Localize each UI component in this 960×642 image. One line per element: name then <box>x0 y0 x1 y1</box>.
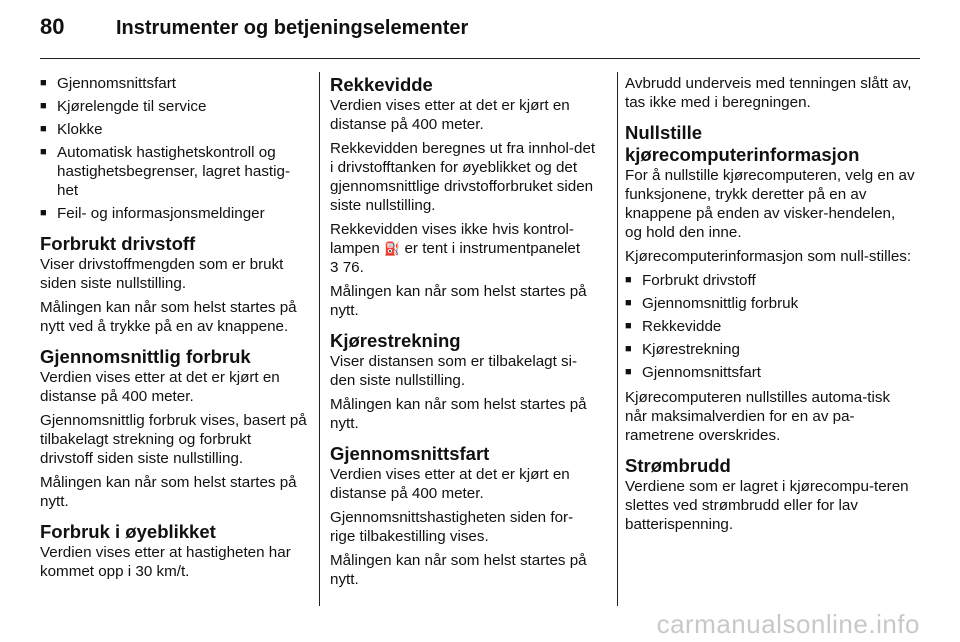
watermark: carmanualsonline.info <box>656 609 920 639</box>
bullet-icon: ■ <box>625 366 632 378</box>
fuel-warning-lamp-icon: ⛽ <box>384 241 401 256</box>
list-item: ■ Kjørelengde til service <box>40 98 207 115</box>
section-heading: Rekkevidde <box>330 74 433 95</box>
column-1 <box>40 74 308 586</box>
column-2 <box>330 74 598 594</box>
paragraph: Verdien vises etter at det er kjørt en distanse på 400 meter. <box>40 369 280 405</box>
paragraph: Kjørecomputerinformasjon som null-stilles: <box>625 248 912 265</box>
header-rule <box>40 58 920 59</box>
bullet-icon: ■ <box>625 274 632 286</box>
bullet-icon: ■ <box>40 100 47 112</box>
section-heading: Strømbrudd <box>625 455 731 476</box>
page-reference-icon: 3 <box>330 259 339 276</box>
paragraph: Viser distansen som er tilbakelagt si-den siste nullstilling. <box>330 353 578 389</box>
list-item: ■ Kjørestrekning <box>625 341 740 358</box>
bullet-icon: ■ <box>625 297 632 309</box>
paragraph: Avbrudd underveis med tenningen slått av, tas ikke med i beregningen. <box>625 75 912 111</box>
page-header <box>40 14 920 48</box>
paragraph: Rekkevidden beregnes ut fra innhol-det i drivstofftanken for øyeblikket og det gjennomsnittlige drivstofforbruket siden siste nullstilling. <box>330 140 596 214</box>
bullet-icon: ■ <box>40 146 47 158</box>
paragraph: Viser drivstoffmengden som er brukt siden siste nullstilling. <box>40 256 284 292</box>
column-divider-2 <box>617 72 618 606</box>
list-item: ■ Feil- og informasjonsmeldinger <box>40 205 265 222</box>
paragraph: Verdien vises etter at hastigheten har kommet opp i 30 km/t. <box>40 544 291 580</box>
paragraph: Kjørecomputeren nullstilles automa-tisk når maksimalverdien for en av pa-rametrene overskrides. <box>625 389 891 444</box>
paragraph: Målingen kan når som helst startes på nytt. <box>330 396 587 432</box>
list-item: ■ Forbrukt drivstoff <box>625 272 756 289</box>
paragraph: Verdiene som er lagret i kjørecompu-teren slettes ved strømbrudd eller for lav batterispenning. <box>625 478 909 533</box>
bullet-icon: ■ <box>40 207 47 219</box>
list-item: ■ Gjennomsnittsfart <box>625 364 762 381</box>
bullet-icon: ■ <box>625 320 632 332</box>
list-item: ■ Rekkevidde <box>625 318 722 335</box>
paragraph: Målingen kan når som helst startes på nytt ved å trykke på en av knappene. <box>40 299 297 335</box>
paragraph: Målingen kan når som helst startes på nytt. <box>330 283 587 319</box>
list-item: ■ Automatisk hastighetskontroll og hastighetsbegrenser, lagret hastig-het <box>40 144 291 199</box>
section-heading: Kjørestrekning <box>330 330 461 351</box>
paragraph: Målingen kan når som helst startes på nytt. <box>40 474 297 510</box>
paragraph: Målingen kan når som helst startes på nytt. <box>330 552 587 588</box>
section-heading: Nullstille kjørecomputerinformasjon <box>625 122 860 165</box>
bullet-icon: ■ <box>625 343 632 355</box>
list-item: ■ Gjennomsnittsfart <box>40 75 177 92</box>
column-divider-1 <box>319 72 320 606</box>
list-item: ■ Klokke <box>40 121 103 138</box>
reset-list <box>625 271 915 382</box>
paragraph: Rekkevidden vises ikke hvis kontrol-lampen ⛽ er tent i instrumentpanelet 3 76. <box>330 221 581 276</box>
section-heading: Gjennomsnittsfart <box>330 443 490 464</box>
paragraph: For å nullstille kjørecomputeren, velg en av funksjonene, trykk deretter på en av knappene på enden av visker-hendelen, og hold den inne. <box>625 167 915 241</box>
paragraph: Gjennomsnittshastigheten siden for-rige tilbakestilling vises. <box>330 509 574 545</box>
section-heading: Forbrukt drivstoff <box>40 233 196 254</box>
section-heading: Gjennomsnittlig forbruk <box>40 346 251 367</box>
page-reference: 76. <box>342 259 364 276</box>
feature-list <box>40 74 308 223</box>
section-heading: Forbruk i øyeblikket <box>40 521 216 542</box>
page-title: Instrumenter og betjeningselementer <box>116 17 469 39</box>
column-3 <box>625 74 915 539</box>
paragraph: Gjennomsnittlig forbruk vises, basert på tilbakelagt strekning og forbrukt drivstoff siden siste nullstilling. <box>40 412 307 467</box>
bullet-icon: ■ <box>40 77 47 89</box>
paragraph: Verdien vises etter at det er kjørt en distanse på 400 meter. <box>330 466 570 502</box>
bullet-icon: ■ <box>40 123 47 135</box>
page-number: 80 <box>40 14 65 39</box>
list-item: ■ Gjennomsnittlig forbruk <box>625 295 799 312</box>
paragraph: Verdien vises etter at det er kjørt en distanse på 400 meter. <box>330 97 570 133</box>
